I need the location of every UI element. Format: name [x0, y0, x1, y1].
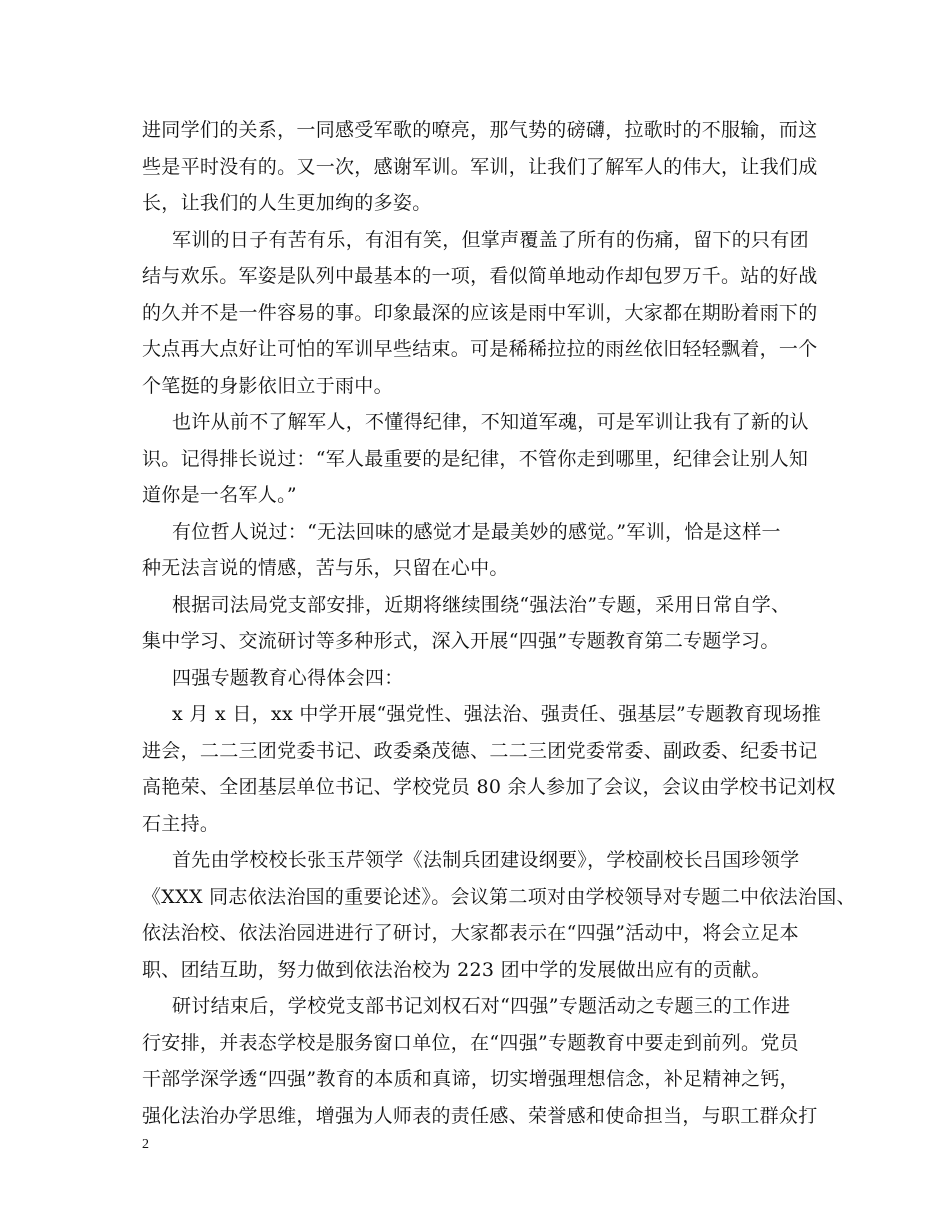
- text-line: 高艳荣、全团基层单位书记、学校党员 80 余人参加了会议，会议由学校书记刘权: [142, 776, 836, 798]
- paragraph-start-line: 研讨结束后，学校党支部书记刘权石对“四强”专题活动之专题三的工作进: [172, 995, 791, 1017]
- paragraph-start-line: x 月 x 日，xx 中学开展“强党性、强法治、强责任、强基层”专题教育现场推: [172, 703, 822, 725]
- paragraph-start-line: 有位哲人说过：“无法回味的感觉才是最美妙的感觉。”军训，恰是这样一: [172, 520, 781, 543]
- section-heading-line: 四强专题教育心得体会四：: [172, 666, 404, 689]
- text-line: 行安排，并表态学校是服务窗口单位，在“四强”专题教育中要走到前列。党员: [142, 1031, 799, 1054]
- paragraph-start-line: 也许从前不了解军人，不懂得纪律，不知道军魂，可是军训让我有了新的认: [172, 411, 809, 433]
- text-line: 石主持。: [142, 812, 220, 835]
- page-number: 2: [142, 1137, 149, 1152]
- text-line: 识。记得排长说过：“军人最重要的是纪律，不管你走到哪里，纪律会让别人知: [142, 447, 809, 470]
- document-body: [142, 112, 856, 1134]
- text-line: 的久并不是一件容易的事。印象最深的应该是雨中军训，大家都在期盼着雨下的: [142, 301, 818, 324]
- text-line: 进会，二二三团党委书记、政委桑茂德、二二三团党委常委、副政委、纪委书记: [142, 739, 818, 762]
- text-line: 长，让我们的人生更加绚的多姿。: [142, 192, 432, 214]
- paragraph-start-line: 军训的日子有苦有乐，有泪有笑，但掌声覆盖了所有的伤痛，留下的只有团: [172, 228, 809, 251]
- text-line: 依法治校、依法治园进进行了研讨，大家都表示在“四强”活动中，将会立足本: [142, 922, 799, 944]
- text-line: 大点再大点好让可怕的军训早些结束。可是稀稀拉拉的雨丝依旧轻轻飘着，一个: [142, 338, 818, 360]
- text-line: 《XXX 同志依法治国的重要论述》。会议第二项对由学校领导对专题二中依法治国、: [142, 885, 856, 908]
- paragraph-start-line: 首先由学校校长张玉芹领学《法制兵团建设纲要》，学校副校长吕国珍领学: [172, 849, 800, 871]
- text-line: 进同学们的关系，一同感受军歌的嘹亮，那气势的磅礴，拉歌时的不服输，而这: [142, 119, 818, 141]
- text-line: 个笔挺的身影依旧立于雨中。: [142, 374, 393, 397]
- text-line: 结与欢乐。军姿是队列中最基本的一项，看似简单地动作却包罗万千。站的好战: [142, 265, 818, 287]
- text-line: 强化法治办学思维，增强为人师表的责任感、荣誉感和使命担当，与职工群众打: [142, 1104, 818, 1127]
- text-line: 些是平时没有的。又一次，感谢军训。军训，让我们了解军人的伟大，让我们成: [142, 155, 818, 178]
- text-line: 种无法言说的情感，苦与乐，只留在心中。: [142, 557, 509, 579]
- text-line: 职、团结互助，努力做到依法治校为 223 团中学的发展做出应有的贡献。: [142, 958, 771, 981]
- text-line: 集中学习、交流研讨等多种形式，深入开展“四强”专题教育第二专题学习。: [142, 630, 780, 652]
- text-line: 干部学深学透“四强”教育的本质和真谛，切实增强理想信念，补足精神之钙，: [142, 1068, 799, 1090]
- paragraph-start-line: 根据司法局党支部安排，近期将继续围绕“强法治”专题，采用日常自学、: [172, 593, 791, 616]
- text-line: 道你是一名军人。”: [142, 484, 297, 506]
